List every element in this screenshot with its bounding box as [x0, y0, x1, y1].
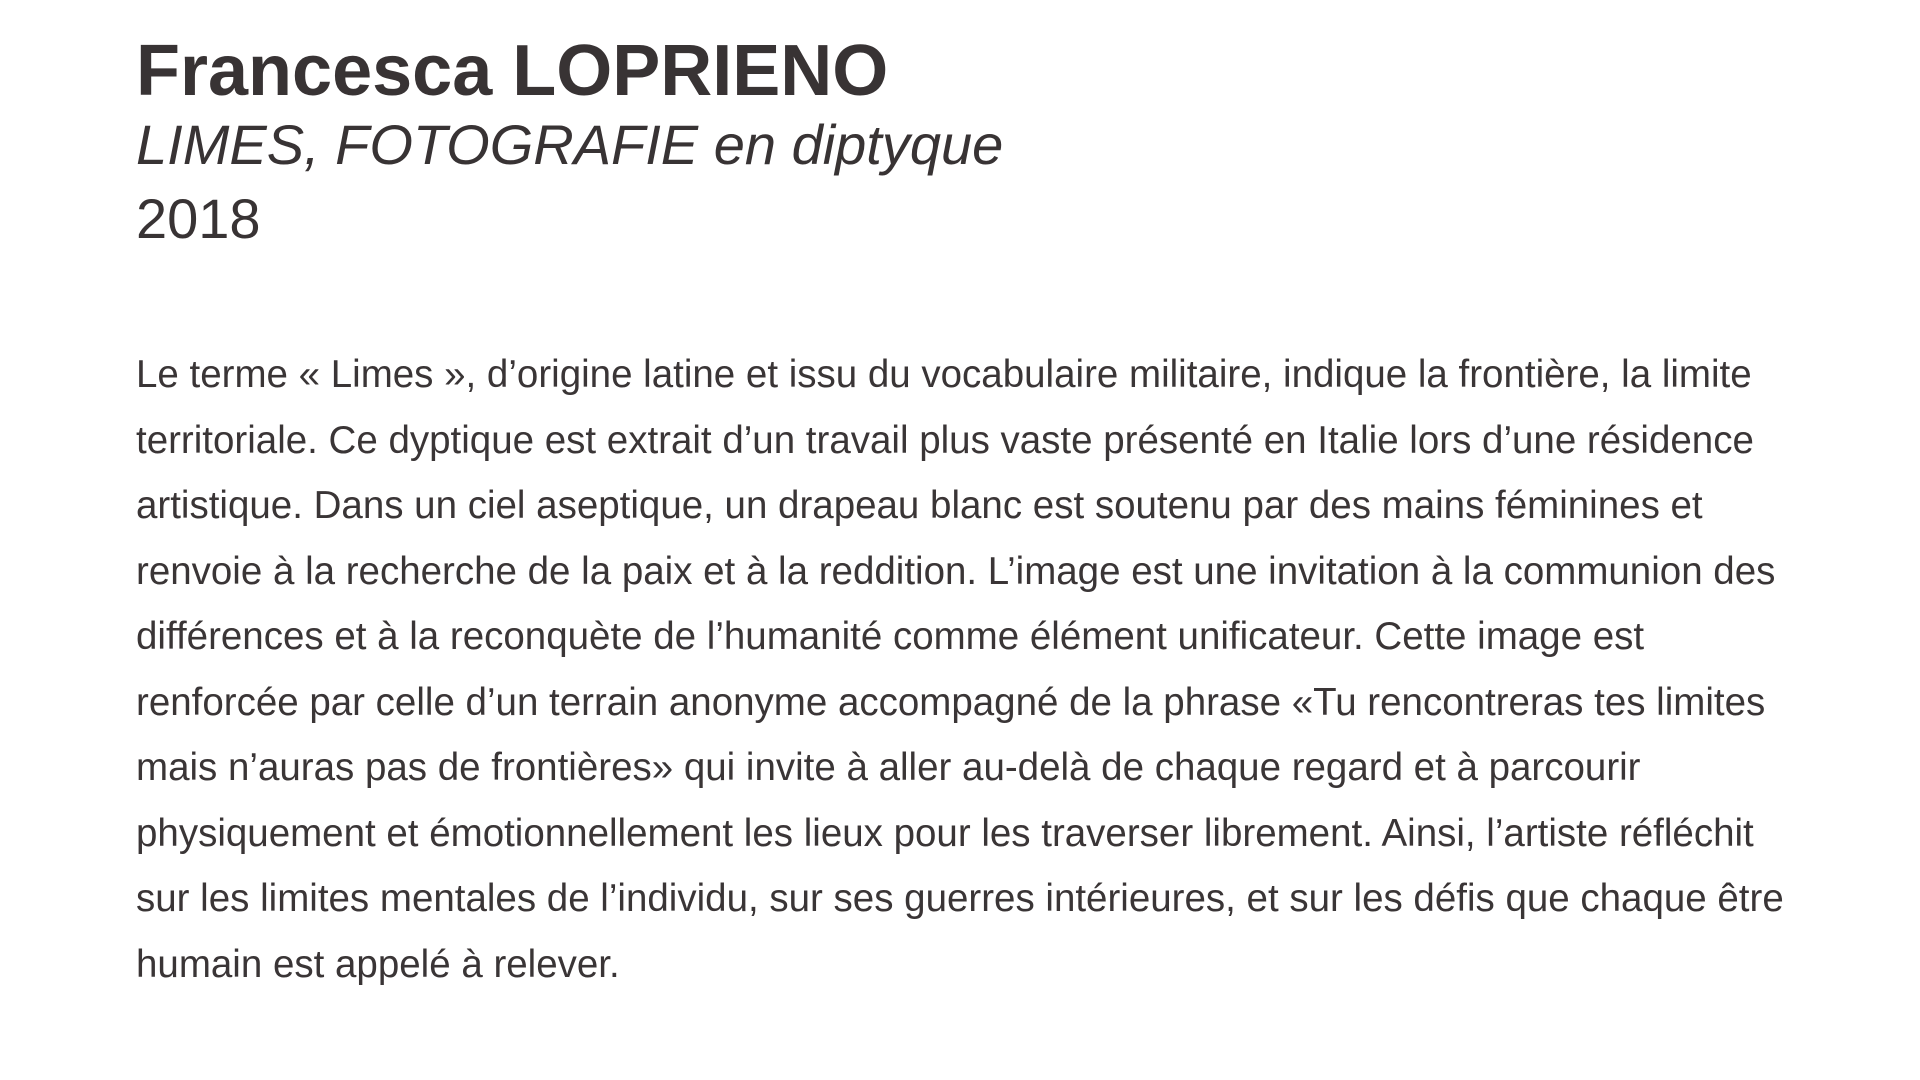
- artwork-title: LIMES, FOTOGRAFIE en diptyque: [136, 113, 1004, 176]
- artwork-header: [136, 32, 1810, 258]
- artist-name: Francesca LOPRIENO: [136, 31, 889, 111]
- artwork-year: 2018: [136, 187, 261, 250]
- artwork-description: Le terme « Limes », d’origine latine et issu du vocabulaire militaire, indique la frontière, la limite territoriale. Ce dyptique est extrait d’un travail plus vaste présenté en Italie lors d’une résidence artistique. Dans un ciel aseptique, un drapeau blanc est soutenu par des mains féminines et renvoie à la recherche de la paix et à la reddition. L’image est une invitation à la communion des différences et à la reconquète de l’humanité comme élément unificateur. Cette image est renforcée par celle d’un terrain anonyme accompagné de la phrase «Tu rencontreras tes limites mais n’auras pas de frontières» qui invite à aller au-delà de chaque regard et à parcourir physiquement et émotionnellement les lieux pour les traverser librement. Ainsi, l’artiste réfléchit sur les limites mentales de l’individu, sur ses guerres intérieures, et sur les défis que chaque être humain est appelé à relever.: [136, 353, 1784, 986]
